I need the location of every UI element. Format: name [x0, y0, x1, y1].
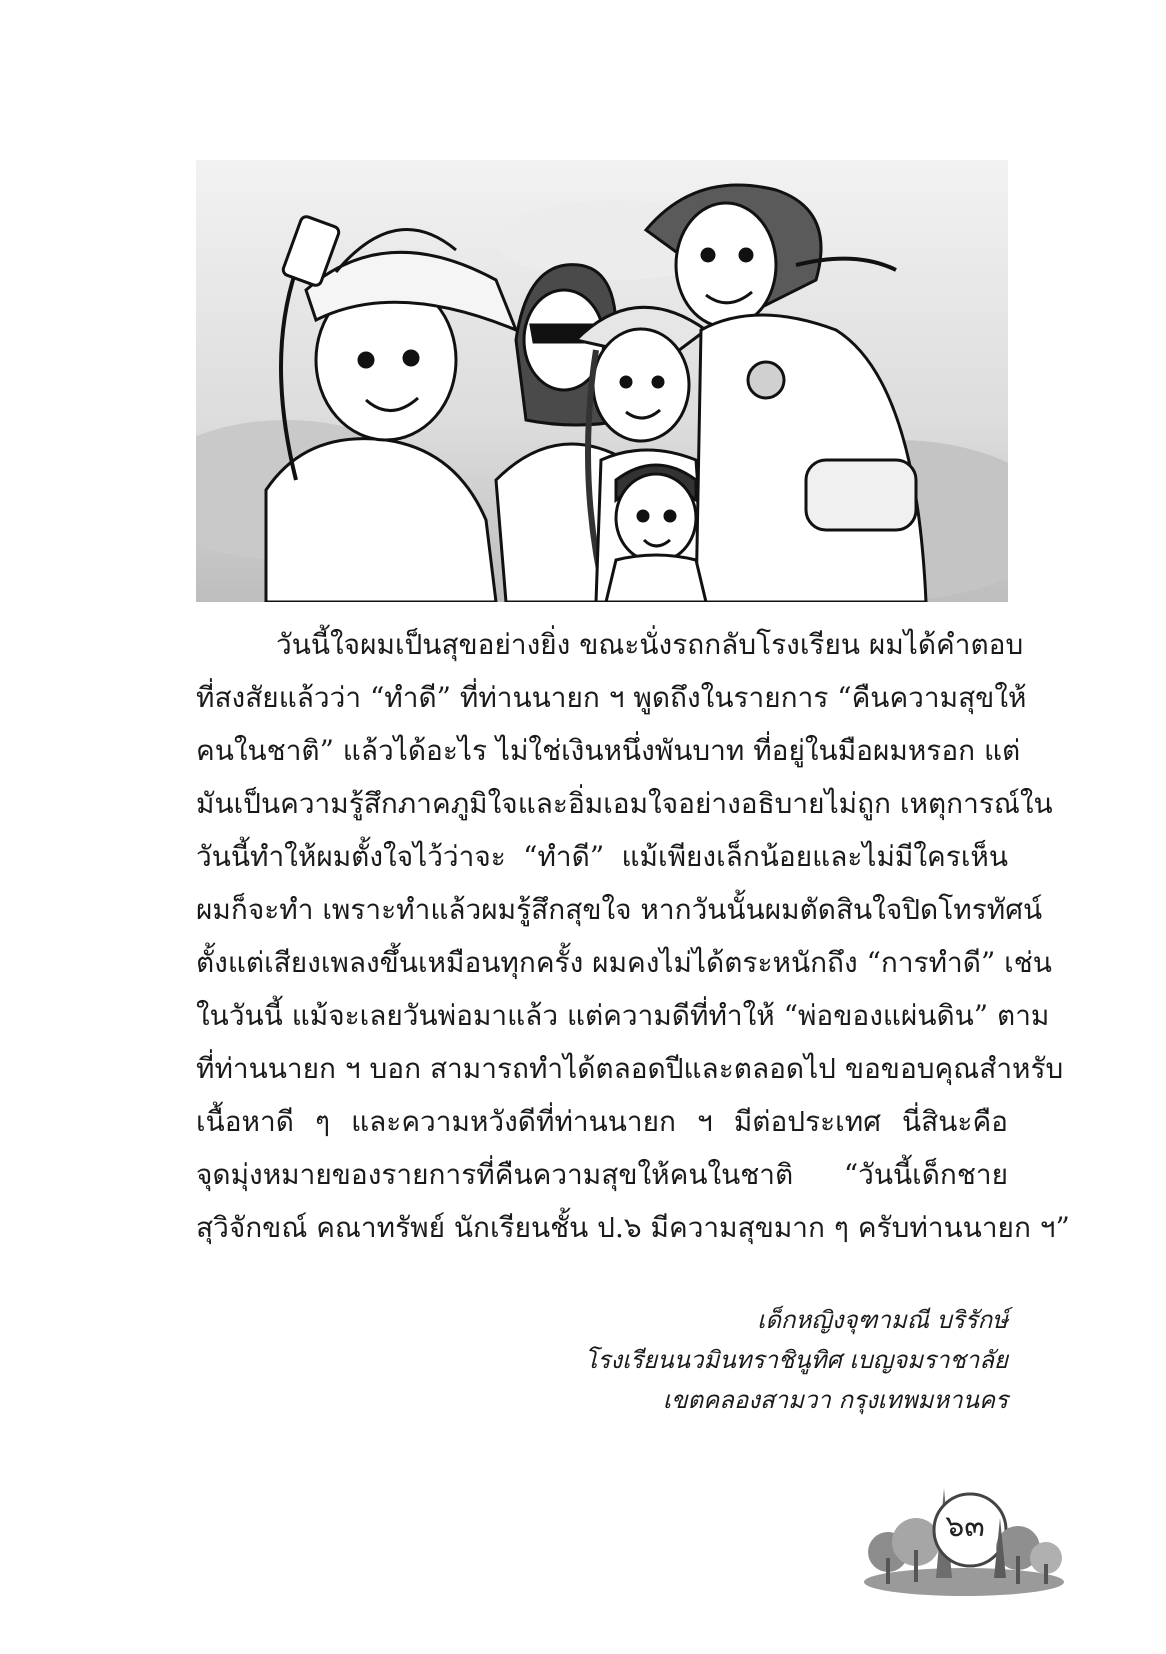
paragraph-line: ที่สงสัยแล้วว่า “ทำดี” ที่ท่านนายก ฯ พูดถึงในรายการ “คืนความสุขให้	[196, 681, 1027, 714]
paragraph-line: คนในชาติ” แล้วได้อะไร ไม่ใช่เงินหนึ่งพันบาท ที่อยู่ในมือผมหรอก แต่	[196, 734, 1021, 767]
paragraph-line: ในวันนี้ แม้จะเลยวันพ่อมาแล้ว แต่ความดีที่ทำให้ “พ่อของแผ่นดิน” ตาม	[196, 999, 1050, 1032]
author-name: เด็กหญิงจุฑามณี บริรักษ์	[757, 1306, 1008, 1334]
small-boy-figure	[606, 465, 706, 602]
paragraph-line: วันนี้ใจผมเป็นสุขอย่างยิ่ง ขณะนั่งรถกลับโรงเรียน ผมได้คำตอบ	[276, 628, 1024, 661]
family-selfie-illustration	[196, 160, 1008, 602]
author-district: เขตคลองสามวา กรุงเทพมหานคร	[662, 1386, 1008, 1414]
paragraph-line: เนื้อหาดี ๆ และความหวังดีที่ท่านนายก ฯ มีต่อประเทศ นี่สินะคือ	[196, 1105, 1008, 1138]
author-school: โรงเรียนนวมินทราชินูทิศ เบญจมราชาลัย	[584, 1346, 1008, 1374]
paragraph-line: ตั้งแต่เสียงเพลงขึ้นเหมือนทุกครั้ง ผมคงไม่ได้ตระหนักถึง “การทำดี” เช่น	[196, 946, 1052, 979]
author-signature	[585, 1300, 1008, 1420]
paragraph-line: วันนี้ทำให้ผมตั้งใจไว้ว่าจะ “ทำดี” แม้เพียงเล็กน้อยและไม่มีใครเห็น	[196, 840, 1008, 873]
paragraph-line: ที่ท่านนายก ฯ บอก สามารถทำได้ตลอดปีและตลอดไป ขอขอบคุณสำหรับ	[196, 1052, 1064, 1085]
page-number: ๖๓	[945, 1509, 985, 1544]
paragraph-line: ผมก็จะทำ เพราะทำแล้วผมรู้สึกสุขใจ หากวันนั้นผมตัดสินใจปิดโทรทัศน์	[196, 893, 1043, 926]
story-paragraph	[196, 618, 1070, 1254]
paragraph-line: จุดมุ่งหมายของรายการที่คืนความสุขให้คนในชาติ “วันนี้เด็กชาย	[196, 1158, 1008, 1191]
paragraph-line: มันเป็นความรู้สึกภาคภูมิใจและอิ่มเอมใจอย่างอธิบายไม่ถูก เหตุการณ์ใน	[196, 787, 1053, 820]
paragraph-line: สุวิจักขณ์ คณาทรัพย์ นักเรียนชั้น ป.๖ มีความสุขมาก ๆ ครับท่านนายก ฯ”	[196, 1211, 1070, 1244]
